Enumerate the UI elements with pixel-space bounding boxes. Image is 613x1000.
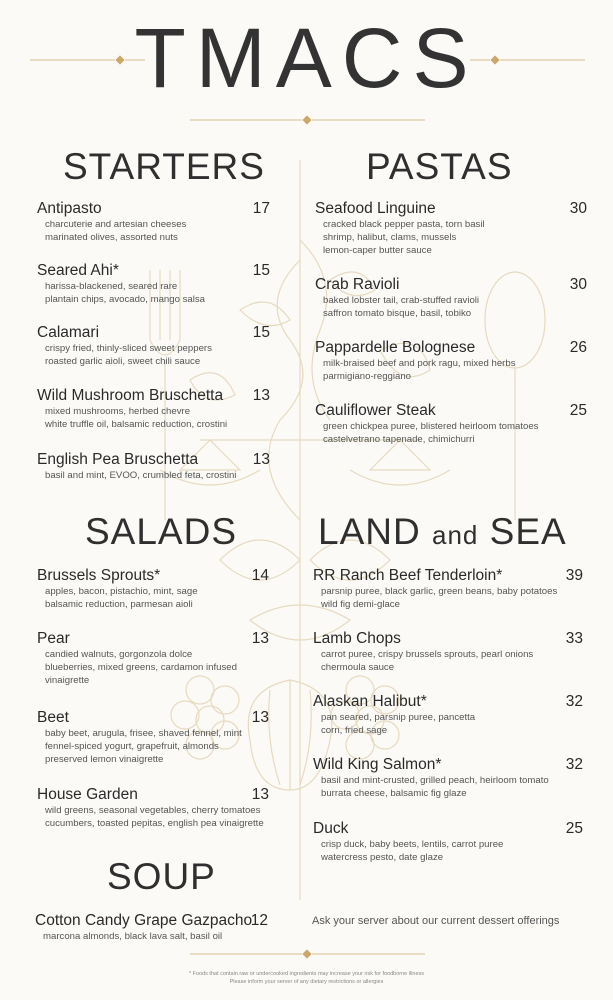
footnote-line: * Foods that contain raw or undercooked ingredients may increase your risk for foodborne illness xyxy=(188,971,425,977)
item-price: 17 xyxy=(252,200,270,217)
item-desc: watercress pesto, date glaze xyxy=(321,852,444,863)
item-desc: green chickpea puree, blistered heirloom tomatoes xyxy=(323,421,539,432)
pastas-heading: PASTAS xyxy=(366,146,513,187)
item-price: 13 xyxy=(251,709,269,726)
item-price: 30 xyxy=(569,200,587,217)
item-name: Pear xyxy=(37,630,70,647)
item-desc: baked lobster tail, crab-stuffed ravioli xyxy=(323,295,480,306)
item-price: 30 xyxy=(569,276,587,293)
item-desc: harissa-blackened, seared rare xyxy=(45,281,178,292)
land-word: LAND xyxy=(318,511,421,552)
item-desc: castelvetrano tapenade, chimichurri xyxy=(323,434,475,445)
item-price: 12 xyxy=(250,912,268,929)
item-desc: balsamic reduction, parmesan aioli xyxy=(45,599,193,610)
menu-item xyxy=(313,819,583,864)
sea-word: SEA xyxy=(489,511,567,552)
menu-item xyxy=(313,566,583,611)
item-desc: carrot puree, crispy brussels sprouts, pearl onions xyxy=(321,649,534,660)
salads-heading: SALADS xyxy=(85,511,238,552)
item-name: Beet xyxy=(37,709,69,726)
item-name: Lamb Chops xyxy=(313,630,401,647)
menu-item xyxy=(37,785,269,830)
item-price: 13 xyxy=(251,786,269,803)
menu-item xyxy=(313,755,583,800)
item-price: 13 xyxy=(252,387,270,404)
menu-item xyxy=(35,911,268,943)
menu-item xyxy=(37,566,269,611)
item-name: English Pea Bruschetta xyxy=(37,451,199,468)
item-desc: candied walnuts, gorgonzola dolce xyxy=(45,649,193,660)
item-name: Brussels Sprouts* xyxy=(37,567,161,584)
item-desc: plantain chips, avocado, mango salsa xyxy=(45,294,205,305)
item-name: Wild Mushroom Bruschetta xyxy=(37,387,224,404)
item-name: Pappardelle Bolognese xyxy=(315,339,476,356)
item-desc: corn, fried sage xyxy=(321,725,388,736)
menu-item xyxy=(37,323,270,368)
item-desc: charcuterie and artesian cheeses xyxy=(45,219,187,230)
item-name: Alaskan Halibut* xyxy=(313,693,427,710)
and-word: and xyxy=(431,520,479,550)
item-price: 33 xyxy=(565,630,583,647)
menu-item xyxy=(37,261,270,306)
item-desc: lemon-caper butter sauce xyxy=(323,245,432,256)
item-price: 25 xyxy=(569,402,587,419)
item-desc: saffron tomato bisque, basil, tobiko xyxy=(323,308,472,319)
menu-item xyxy=(37,708,269,766)
item-desc: milk-braised beef and pork ragu, mixed herbs xyxy=(323,358,516,369)
item-desc: marinated olives, assorted nuts xyxy=(45,232,178,243)
menu-item xyxy=(37,629,269,687)
item-desc: parsnip puree, black garlic, green beans, baby potatoes xyxy=(321,586,558,597)
item-desc: crispy fried, thinly-sliced sweet peppers xyxy=(45,343,212,354)
menu-item xyxy=(37,386,270,431)
item-desc: mixed mushrooms, herbed chevre xyxy=(45,406,191,417)
menu-item xyxy=(37,450,270,482)
item-desc: roasted garlic aioli, sweet chili sauce xyxy=(45,356,201,367)
item-price: 26 xyxy=(569,339,587,356)
land-sea-heading xyxy=(318,510,567,557)
item-desc: burrata cheese, balsamic fig glaze xyxy=(321,788,467,799)
item-desc: white truffle oil, balsamic reduction, crostini xyxy=(45,419,228,430)
item-name: Duck xyxy=(313,820,349,837)
item-price: 39 xyxy=(565,567,583,584)
item-desc: blueberries, mixed greens, cardamon infused xyxy=(45,662,237,673)
item-desc: pan seared, parsnip puree, pancetta xyxy=(321,712,476,723)
restaurant-title: TMACS xyxy=(134,11,479,105)
menu-item xyxy=(313,629,583,674)
item-price: 13 xyxy=(251,630,269,647)
item-desc: baby beet, arugula, frisee, shaved fennel, mint xyxy=(45,728,242,739)
item-price: 25 xyxy=(565,820,583,837)
item-desc: basil and mint-crusted, grilled peach, heirloom tomato xyxy=(321,775,549,786)
item-desc: vinaigrette xyxy=(45,675,90,686)
item-name: Wild King Salmon* xyxy=(313,756,442,773)
item-name: Calamari xyxy=(37,324,100,341)
item-name: Seared Ahi* xyxy=(37,262,119,279)
menu-item xyxy=(315,275,587,320)
item-desc: parmigiano-reggiano xyxy=(323,371,411,382)
item-name: Antipasto xyxy=(37,200,102,217)
item-desc: cracked black pepper pasta, torn basil xyxy=(323,219,485,230)
item-name: House Garden xyxy=(37,786,138,803)
item-price: 14 xyxy=(251,567,269,584)
item-desc: fennel-spiced yogurt, grapefruit, almonds xyxy=(45,741,219,752)
item-price: 13 xyxy=(252,451,270,468)
item-desc: wild greens, seasonal vegetables, cherry tomatoes xyxy=(45,805,261,816)
menu-item xyxy=(313,692,583,737)
item-name: Cauliflower Steak xyxy=(315,402,436,419)
allergy-footnote xyxy=(0,970,613,986)
item-desc: wild fig demi-glace xyxy=(321,599,400,610)
item-desc: cucumbers, toasted pepitas, english pea vinaigrette xyxy=(45,818,264,829)
item-name: Cotton Candy Grape Gazpacho xyxy=(35,912,253,929)
item-desc: chermoula sauce xyxy=(321,662,395,673)
item-desc: apples, bacon, pistachio, mint, sage xyxy=(45,586,198,597)
item-desc: shrimp, halibut, clams, mussels xyxy=(323,232,457,243)
item-desc: crisp duck, baby beets, lentils, carrot puree xyxy=(321,839,504,850)
item-price: 15 xyxy=(252,324,270,341)
menu-item xyxy=(37,199,270,244)
item-price: 32 xyxy=(565,756,583,773)
dessert-note: Ask your server about our current dessert offerings xyxy=(312,915,560,927)
item-desc: marcona almonds, black lava salt, basil oil xyxy=(43,931,223,942)
item-name: Seafood Linguine xyxy=(315,200,436,217)
menu-item xyxy=(315,199,587,257)
soup-heading: SOUP xyxy=(107,856,216,897)
menu-item xyxy=(315,401,587,446)
footnote-line: Please inform your server of any dietary restrictions or allergies xyxy=(229,979,384,985)
item-price: 15 xyxy=(252,262,270,279)
item-price: 32 xyxy=(565,693,583,710)
item-name: RR Ranch Beef Tenderloin* xyxy=(313,567,503,584)
menu-item xyxy=(315,338,587,383)
item-name: Crab Ravioli xyxy=(315,276,400,293)
item-desc: preserved lemon vinaigrette xyxy=(45,754,164,765)
item-desc: basil and mint, EVOO, crumbled feta, crostini xyxy=(45,470,237,481)
starters-heading: STARTERS xyxy=(63,146,265,187)
